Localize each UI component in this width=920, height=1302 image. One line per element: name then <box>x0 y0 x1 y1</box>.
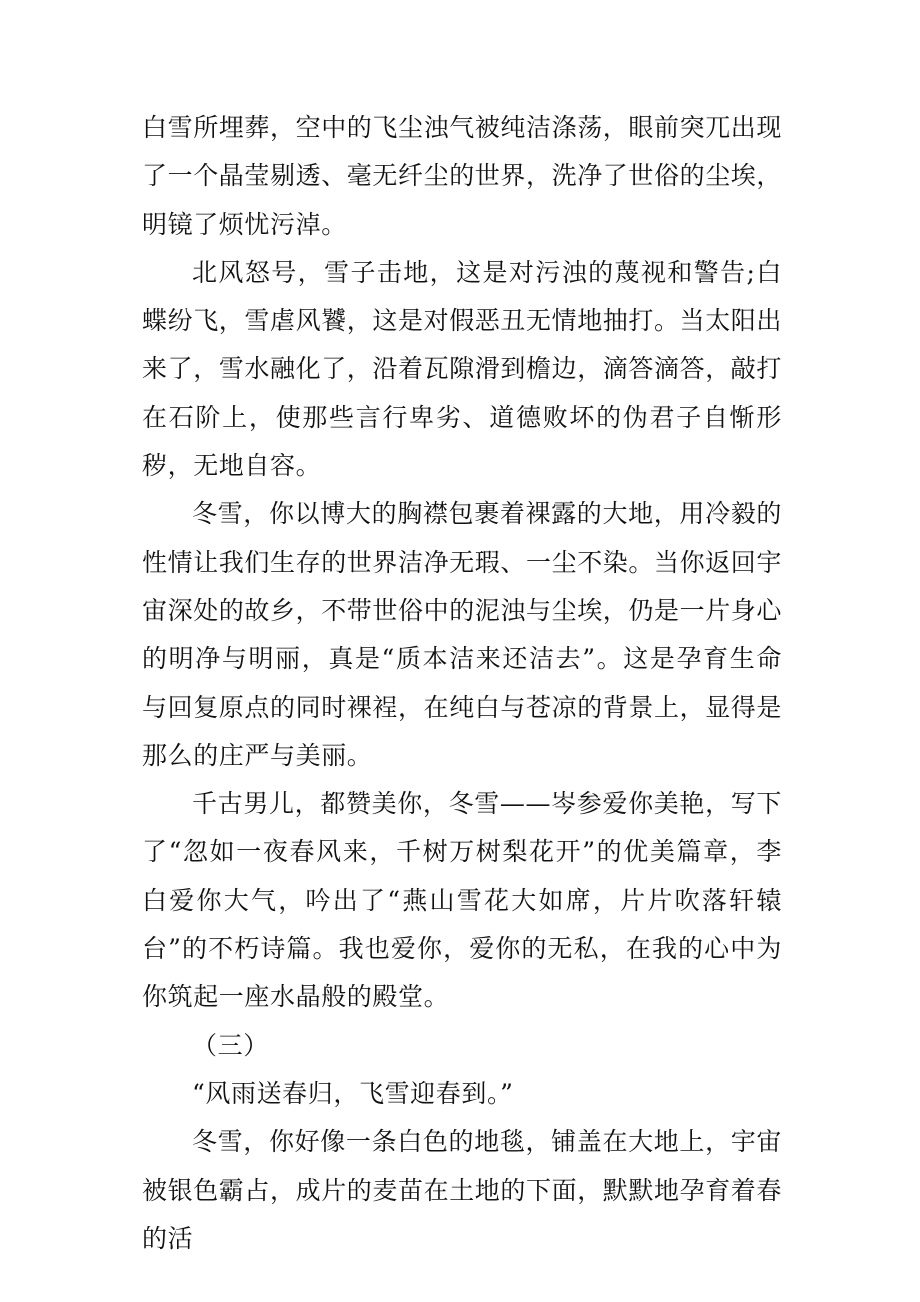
paragraph-4: 千古男儿，都赞美你，冬雪——岑参爱你美艳，写下了“忽如一夜春风来，千树万树梨花开”的优美篇章，李白爱你大气，吟出了“燕山雪花大如席，片片吹落轩辕台”的不朽诗篇。我也爱你，爱你的无私，在我的心中为你筑起一座水晶般的殿堂。 <box>142 789 782 1012</box>
quote-line: “风雨送春归，飞雪迎春到。” <box>192 1078 514 1108</box>
paragraph-2: 北风怒号，雪子击地，这是对污浊的蔑视和警告;白蝶纷飞，雪虐风饕，这是对假恶丑无情地抽打。当太阳出来了，雪水融化了，沿着瓦隙滑到檐边，滴答滴答，敲打在石阶上，使那些言行卑劣、道德败坏的伪君子自惭形秽，无地自容。 <box>142 257 783 481</box>
paragraph-1: 白雪所埋葬，空中的飞尘浊气被纯洁涤荡，眼前突兀出现了一个晶莹剔透、毫无纤尘的世界，洗净了世俗的尘埃，明镜了烦忧污淖。 <box>142 113 783 239</box>
section-heading-three: （三） <box>192 1030 269 1060</box>
paragraph-5: 冬雪，你好像一条白色的地毯，铺盖在大地上，宇宙被银色霸占，成片的麦苗在土地的下面，默默地孕育着春的活 <box>142 1127 783 1253</box>
paragraph-3: 冬雪，你以博大的胸襟包裹着裸露的大地，用冷毅的性情让我们生存的世界洁净无瑕、一尘不染。当你返回宇宙深处的故乡，不带世俗中的泥浊与尘埃，仍是一片身心的明净与明丽，真是“质本洁来还洁去”。这是孕育生命与回复原点的同时裸裎，在纯白与苍凉的背景上，显得是那么的庄严与美丽。 <box>142 499 783 770</box>
